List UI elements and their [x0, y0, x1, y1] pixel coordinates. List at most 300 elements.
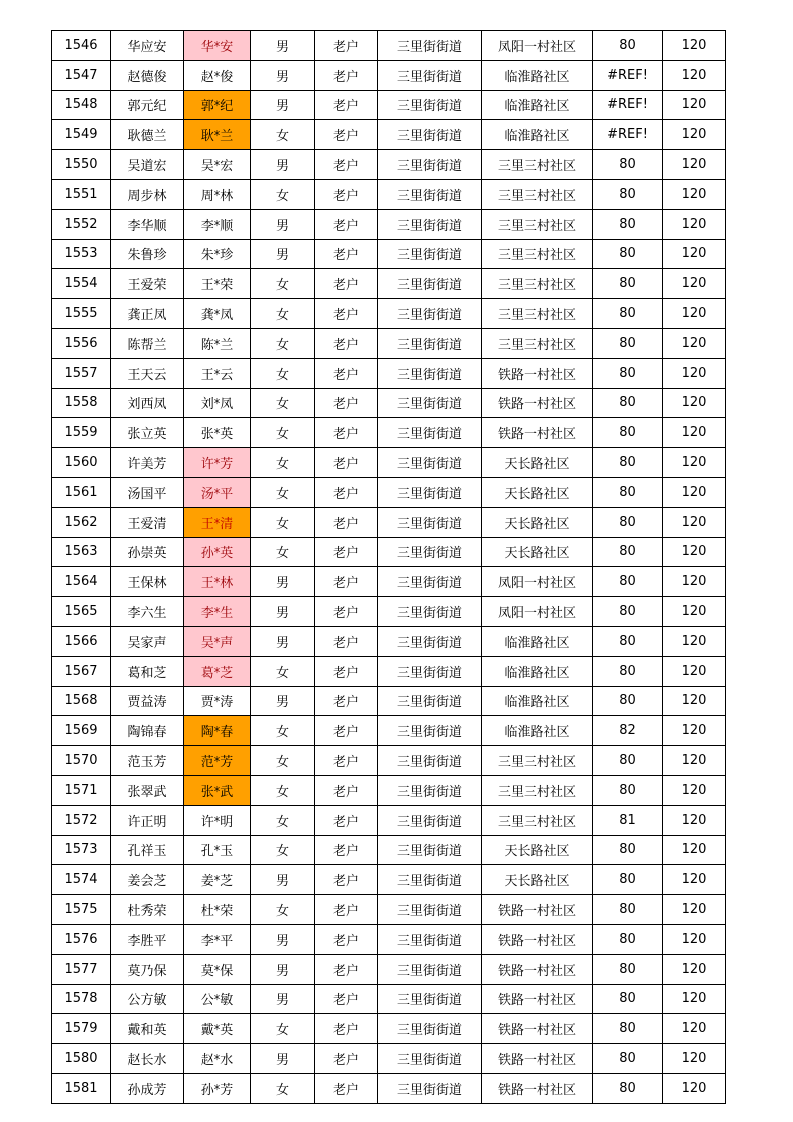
cell-household-type: 老户: [315, 1014, 378, 1044]
cell-household-type: 老户: [315, 895, 378, 925]
cell-masked-name: 公*敏: [184, 984, 251, 1014]
cell-value-a: 80: [593, 686, 663, 716]
table-row: [52, 1014, 726, 1044]
cell-street: 三里街街道: [378, 209, 482, 239]
cell-id: 1549: [52, 120, 111, 150]
cell-household-type: 老户: [315, 686, 378, 716]
cell-value-b: 120: [663, 1044, 726, 1074]
cell-value-b: 120: [663, 924, 726, 954]
cell-value-a: #REF!: [593, 120, 663, 150]
cell-household-type: 老户: [315, 299, 378, 329]
cell-street: 三里街街道: [378, 746, 482, 776]
cell-household-type: 老户: [315, 1044, 378, 1074]
cell-masked-name: 汤*平: [184, 477, 251, 507]
cell-id: 1556: [52, 328, 111, 358]
cell-gender: 女: [251, 179, 315, 209]
cell-household-type: 老户: [315, 418, 378, 448]
cell-masked-name: 姜*芝: [184, 865, 251, 895]
table-row: [52, 626, 726, 656]
cell-value-b: 120: [663, 537, 726, 567]
cell-value-a: 80: [593, 567, 663, 597]
cell-value-b: 120: [663, 31, 726, 61]
cell-gender: 男: [251, 597, 315, 627]
cell-gender: 男: [251, 924, 315, 954]
cell-street: 三里街街道: [378, 626, 482, 656]
table-row: [52, 597, 726, 627]
table-row: [52, 1073, 726, 1103]
cell-masked-name: 莫*保: [184, 954, 251, 984]
cell-masked-name: 贾*涛: [184, 686, 251, 716]
cell-community: 三里三村社区: [482, 150, 593, 180]
cell-masked-name: 耿*兰: [184, 120, 251, 150]
cell-masked-name: 华*安: [184, 31, 251, 61]
cell-household-type: 老户: [315, 269, 378, 299]
cell-value-b: 120: [663, 448, 726, 478]
table-row: [52, 31, 726, 61]
table-row: [52, 686, 726, 716]
cell-name: 姜会芝: [111, 865, 184, 895]
cell-street: 三里街街道: [378, 656, 482, 686]
cell-id: 1547: [52, 60, 111, 90]
cell-household-type: 老户: [315, 924, 378, 954]
cell-id: 1576: [52, 924, 111, 954]
cell-street: 三里街街道: [378, 418, 482, 448]
cell-street: 三里街街道: [378, 1014, 482, 1044]
cell-name: 许美芳: [111, 448, 184, 478]
cell-gender: 男: [251, 1044, 315, 1074]
cell-community: 临淮路社区: [482, 60, 593, 90]
cell-value-b: 120: [663, 597, 726, 627]
cell-gender: 男: [251, 954, 315, 984]
cell-household-type: 老户: [315, 984, 378, 1014]
cell-street: 三里街街道: [378, 1044, 482, 1074]
table-row: [52, 954, 726, 984]
cell-value-b: 120: [663, 567, 726, 597]
cell-value-b: 120: [663, 746, 726, 776]
cell-street: 三里街街道: [378, 90, 482, 120]
cell-value-a: 80: [593, 31, 663, 61]
cell-value-b: 120: [663, 656, 726, 686]
cell-gender: 女: [251, 835, 315, 865]
cell-street: 三里街街道: [378, 567, 482, 597]
cell-id: 1571: [52, 775, 111, 805]
cell-name: 葛和芝: [111, 656, 184, 686]
cell-gender: 男: [251, 626, 315, 656]
cell-name: 贾益涛: [111, 686, 184, 716]
cell-household-type: 老户: [315, 835, 378, 865]
cell-value-b: 120: [663, 626, 726, 656]
cell-name: 孙崇英: [111, 537, 184, 567]
cell-value-b: 120: [663, 60, 726, 90]
table-row: [52, 567, 726, 597]
cell-id: 1566: [52, 626, 111, 656]
cell-value-a: 80: [593, 328, 663, 358]
cell-name: 范玉芳: [111, 746, 184, 776]
table-row: [52, 805, 726, 835]
cell-community: 临淮路社区: [482, 656, 593, 686]
cell-community: 临淮路社区: [482, 120, 593, 150]
cell-household-type: 老户: [315, 120, 378, 150]
cell-name: 孙成芳: [111, 1073, 184, 1103]
cell-community: 铁路一村社区: [482, 954, 593, 984]
cell-street: 三里街街道: [378, 179, 482, 209]
table-row: [52, 269, 726, 299]
cell-household-type: 老户: [315, 537, 378, 567]
cell-value-a: 80: [593, 537, 663, 567]
cell-community: 天长路社区: [482, 865, 593, 895]
cell-id: 1561: [52, 477, 111, 507]
cell-community: 铁路一村社区: [482, 924, 593, 954]
cell-household-type: 老户: [315, 954, 378, 984]
table-row: [52, 865, 726, 895]
cell-name: 赵长水: [111, 1044, 184, 1074]
table-row: [52, 90, 726, 120]
cell-community: 三里三村社区: [482, 805, 593, 835]
cell-household-type: 老户: [315, 31, 378, 61]
cell-value-b: 120: [663, 895, 726, 925]
cell-value-b: 120: [663, 209, 726, 239]
table-row: [52, 716, 726, 746]
cell-name: 华应安: [111, 31, 184, 61]
cell-id: 1569: [52, 716, 111, 746]
cell-household-type: 老户: [315, 60, 378, 90]
cell-masked-name: 王*林: [184, 567, 251, 597]
cell-id: 1548: [52, 90, 111, 120]
cell-community: 三里三村社区: [482, 299, 593, 329]
cell-id: 1563: [52, 537, 111, 567]
cell-name: 张立英: [111, 418, 184, 448]
cell-community: 天长路社区: [482, 477, 593, 507]
table-row: [52, 179, 726, 209]
cell-value-a: 80: [593, 209, 663, 239]
table-row: [52, 984, 726, 1014]
cell-value-a: 80: [593, 1073, 663, 1103]
cell-value-a: 80: [593, 984, 663, 1014]
cell-id: 1553: [52, 239, 111, 269]
cell-id: 1555: [52, 299, 111, 329]
cell-street: 三里街街道: [378, 954, 482, 984]
cell-value-b: 120: [663, 1073, 726, 1103]
table-row: [52, 418, 726, 448]
cell-household-type: 老户: [315, 656, 378, 686]
cell-household-type: 老户: [315, 388, 378, 418]
cell-household-type: 老户: [315, 626, 378, 656]
cell-masked-name: 陈*兰: [184, 328, 251, 358]
cell-household-type: 老户: [315, 1073, 378, 1103]
cell-masked-name: 李*生: [184, 597, 251, 627]
cell-value-b: 120: [663, 507, 726, 537]
cell-id: 1581: [52, 1073, 111, 1103]
cell-street: 三里街街道: [378, 895, 482, 925]
cell-value-a: 82: [593, 716, 663, 746]
cell-masked-name: 龚*凤: [184, 299, 251, 329]
cell-id: 1557: [52, 358, 111, 388]
cell-value-b: 120: [663, 984, 726, 1014]
cell-value-b: 120: [663, 716, 726, 746]
cell-masked-name: 孙*英: [184, 537, 251, 567]
cell-gender: 女: [251, 656, 315, 686]
table-row: [52, 924, 726, 954]
cell-value-b: 120: [663, 299, 726, 329]
table-row: [52, 150, 726, 180]
cell-masked-name: 李*顺: [184, 209, 251, 239]
cell-masked-name: 许*明: [184, 805, 251, 835]
cell-community: 三里三村社区: [482, 269, 593, 299]
cell-value-b: 120: [663, 150, 726, 180]
cell-gender: 女: [251, 299, 315, 329]
cell-name: 朱鲁珍: [111, 239, 184, 269]
cell-id: 1568: [52, 686, 111, 716]
cell-street: 三里街街道: [378, 537, 482, 567]
cell-street: 三里街街道: [378, 984, 482, 1014]
cell-value-a: 80: [593, 1014, 663, 1044]
cell-name: 莫乃保: [111, 954, 184, 984]
cell-value-a: 80: [593, 507, 663, 537]
table-row: [52, 299, 726, 329]
table-row: [52, 60, 726, 90]
cell-community: 天长路社区: [482, 537, 593, 567]
cell-value-b: 120: [663, 1014, 726, 1044]
cell-value-a: 80: [593, 269, 663, 299]
cell-masked-name: 王*荣: [184, 269, 251, 299]
cell-street: 三里街街道: [378, 597, 482, 627]
cell-value-a: 80: [593, 597, 663, 627]
cell-street: 三里街街道: [378, 686, 482, 716]
cell-name: 刘西凤: [111, 388, 184, 418]
cell-name: 汤国平: [111, 477, 184, 507]
cell-community: 临淮路社区: [482, 686, 593, 716]
table-row: [52, 656, 726, 686]
cell-value-b: 120: [663, 805, 726, 835]
cell-gender: 女: [251, 1073, 315, 1103]
cell-value-b: 120: [663, 179, 726, 209]
cell-household-type: 老户: [315, 775, 378, 805]
cell-gender: 男: [251, 60, 315, 90]
cell-gender: 女: [251, 477, 315, 507]
cell-id: 1546: [52, 31, 111, 61]
table-row: [52, 895, 726, 925]
cell-masked-name: 赵*水: [184, 1044, 251, 1074]
cell-id: 1567: [52, 656, 111, 686]
cell-masked-name: 范*芳: [184, 746, 251, 776]
cell-household-type: 老户: [315, 150, 378, 180]
table-row: [52, 328, 726, 358]
cell-value-a: 80: [593, 835, 663, 865]
cell-street: 三里街街道: [378, 299, 482, 329]
cell-community: 天长路社区: [482, 835, 593, 865]
cell-value-a: #REF!: [593, 60, 663, 90]
cell-name: 耿德兰: [111, 120, 184, 150]
cell-community: 临淮路社区: [482, 716, 593, 746]
cell-name: 陶锦春: [111, 716, 184, 746]
cell-household-type: 老户: [315, 358, 378, 388]
cell-value-a: 80: [593, 924, 663, 954]
cell-masked-name: 葛*芝: [184, 656, 251, 686]
cell-name: 赵德俊: [111, 60, 184, 90]
cell-value-a: 80: [593, 179, 663, 209]
cell-name: 戴和英: [111, 1014, 184, 1044]
cell-community: 临淮路社区: [482, 626, 593, 656]
cell-masked-name: 王*云: [184, 358, 251, 388]
cell-id: 1574: [52, 865, 111, 895]
cell-street: 三里街街道: [378, 448, 482, 478]
cell-masked-name: 孙*芳: [184, 1073, 251, 1103]
cell-masked-name: 周*林: [184, 179, 251, 209]
cell-household-type: 老户: [315, 716, 378, 746]
cell-id: 1550: [52, 150, 111, 180]
cell-street: 三里街街道: [378, 477, 482, 507]
cell-household-type: 老户: [315, 209, 378, 239]
cell-name: 吴家声: [111, 626, 184, 656]
cell-value-a: 80: [593, 626, 663, 656]
cell-gender: 女: [251, 269, 315, 299]
cell-community: 铁路一村社区: [482, 895, 593, 925]
cell-gender: 女: [251, 507, 315, 537]
cell-gender: 女: [251, 388, 315, 418]
cell-masked-name: 陶*春: [184, 716, 251, 746]
cell-value-b: 120: [663, 835, 726, 865]
cell-street: 三里街街道: [378, 716, 482, 746]
table-row: [52, 120, 726, 150]
cell-street: 三里街街道: [378, 865, 482, 895]
cell-gender: 女: [251, 120, 315, 150]
cell-id: 1564: [52, 567, 111, 597]
cell-household-type: 老户: [315, 865, 378, 895]
cell-community: 三里三村社区: [482, 209, 593, 239]
cell-name: 周步林: [111, 179, 184, 209]
cell-name: 王爱清: [111, 507, 184, 537]
cell-id: 1552: [52, 209, 111, 239]
cell-street: 三里街街道: [378, 835, 482, 865]
table-row: [52, 1044, 726, 1074]
cell-street: 三里街街道: [378, 150, 482, 180]
table-row: [52, 209, 726, 239]
cell-street: 三里街街道: [378, 507, 482, 537]
cell-gender: 女: [251, 1014, 315, 1044]
cell-value-a: 80: [593, 448, 663, 478]
table-row: [52, 239, 726, 269]
cell-gender: 女: [251, 716, 315, 746]
cell-name: 郭元纪: [111, 90, 184, 120]
cell-gender: 女: [251, 805, 315, 835]
cell-household-type: 老户: [315, 805, 378, 835]
table-row: [52, 477, 726, 507]
cell-household-type: 老户: [315, 328, 378, 358]
cell-id: 1580: [52, 1044, 111, 1074]
cell-name: 李华顺: [111, 209, 184, 239]
cell-masked-name: 张*英: [184, 418, 251, 448]
cell-value-a: 80: [593, 150, 663, 180]
cell-id: 1575: [52, 895, 111, 925]
cell-gender: 女: [251, 775, 315, 805]
cell-community: 铁路一村社区: [482, 358, 593, 388]
cell-street: 三里街街道: [378, 388, 482, 418]
cell-value-b: 120: [663, 775, 726, 805]
cell-id: 1573: [52, 835, 111, 865]
cell-gender: 男: [251, 209, 315, 239]
cell-community: 凤阳一村社区: [482, 31, 593, 61]
cell-street: 三里街街道: [378, 328, 482, 358]
cell-street: 三里街街道: [378, 120, 482, 150]
cell-gender: 女: [251, 895, 315, 925]
cell-gender: 男: [251, 239, 315, 269]
table-row: [52, 358, 726, 388]
cell-street: 三里街街道: [378, 269, 482, 299]
cell-value-a: 80: [593, 418, 663, 448]
table-body: [52, 31, 726, 1104]
cell-gender: 男: [251, 865, 315, 895]
cell-id: 1578: [52, 984, 111, 1014]
cell-value-a: 80: [593, 239, 663, 269]
table-row: [52, 448, 726, 478]
cell-id: 1579: [52, 1014, 111, 1044]
cell-community: 铁路一村社区: [482, 1014, 593, 1044]
cell-value-a: 80: [593, 865, 663, 895]
cell-value-b: 120: [663, 269, 726, 299]
cell-community: 铁路一村社区: [482, 418, 593, 448]
cell-value-b: 120: [663, 90, 726, 120]
cell-community: 凤阳一村社区: [482, 597, 593, 627]
cell-community: 临淮路社区: [482, 90, 593, 120]
cell-masked-name: 张*武: [184, 775, 251, 805]
cell-masked-name: 赵*俊: [184, 60, 251, 90]
cell-community: 凤阳一村社区: [482, 567, 593, 597]
cell-gender: 男: [251, 686, 315, 716]
cell-community: 铁路一村社区: [482, 1073, 593, 1103]
cell-gender: 男: [251, 567, 315, 597]
cell-masked-name: 李*平: [184, 924, 251, 954]
cell-name: 李胜平: [111, 924, 184, 954]
cell-value-b: 120: [663, 954, 726, 984]
cell-value-a: 80: [593, 299, 663, 329]
cell-street: 三里街街道: [378, 805, 482, 835]
cell-id: 1551: [52, 179, 111, 209]
cell-household-type: 老户: [315, 477, 378, 507]
cell-gender: 男: [251, 90, 315, 120]
cell-name: 王天云: [111, 358, 184, 388]
cell-household-type: 老户: [315, 746, 378, 776]
cell-gender: 女: [251, 328, 315, 358]
cell-value-b: 120: [663, 120, 726, 150]
cell-name: 许正明: [111, 805, 184, 835]
cell-household-type: 老户: [315, 90, 378, 120]
cell-street: 三里街街道: [378, 924, 482, 954]
data-table: [51, 30, 726, 1104]
cell-value-a: 80: [593, 746, 663, 776]
cell-street: 三里街街道: [378, 775, 482, 805]
cell-name: 杜秀荣: [111, 895, 184, 925]
cell-name: 龚正凤: [111, 299, 184, 329]
cell-name: 孔祥玉: [111, 835, 184, 865]
cell-value-a: 80: [593, 477, 663, 507]
cell-household-type: 老户: [315, 507, 378, 537]
cell-community: 铁路一村社区: [482, 388, 593, 418]
cell-household-type: 老户: [315, 597, 378, 627]
cell-gender: 女: [251, 746, 315, 776]
cell-masked-name: 吴*声: [184, 626, 251, 656]
cell-id: 1558: [52, 388, 111, 418]
cell-street: 三里街街道: [378, 239, 482, 269]
cell-community: 三里三村社区: [482, 328, 593, 358]
cell-household-type: 老户: [315, 179, 378, 209]
cell-street: 三里街街道: [378, 60, 482, 90]
cell-community: 铁路一村社区: [482, 984, 593, 1014]
table-row: [52, 746, 726, 776]
cell-gender: 男: [251, 150, 315, 180]
cell-value-b: 120: [663, 239, 726, 269]
table-row: [52, 388, 726, 418]
cell-id: 1565: [52, 597, 111, 627]
